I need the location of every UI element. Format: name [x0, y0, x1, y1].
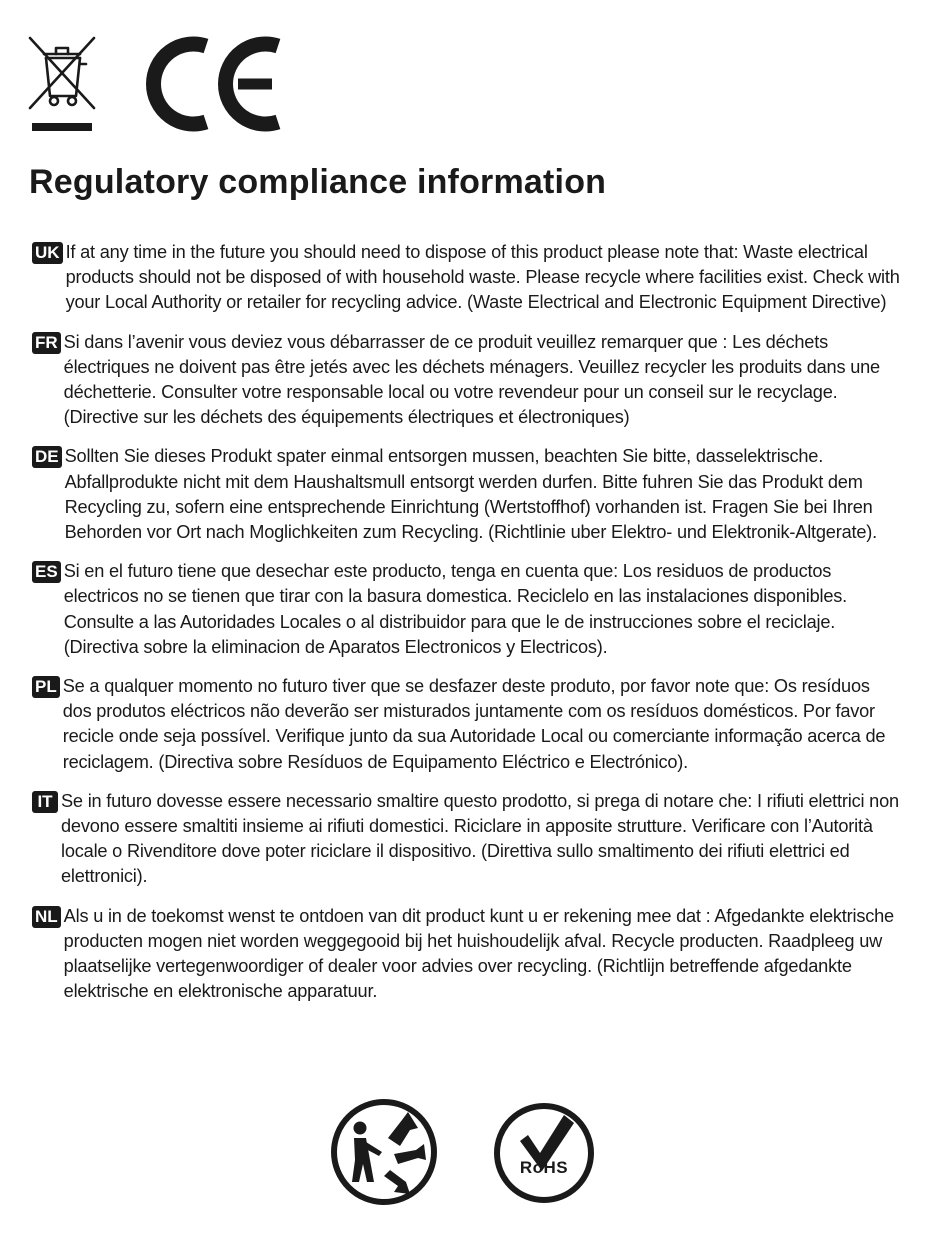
section-text-pl: Se a qualquer momento no futuro tiver que se desfazer deste produto, por favor note que: Os resíduos dos produtos eléctricos não deverão ser misturados juntamente com os resíduos domésticos. Por favor recicle onde seja possível. Verifique junto da sua Autoridade Local ou comerciante informação acerca de reciclagem. (Directiva sobre Resíduos de Equipamento Eléctrico e Electrónico). [62, 676, 886, 772]
footer-icons [330, 1098, 600, 1208]
section-pl [32, 674, 902, 775]
section-nl [32, 904, 902, 1005]
section-es [32, 559, 902, 660]
rohs-label: RoHS [519, 1158, 569, 1177]
language-badge-nl: NL [32, 906, 61, 928]
section-text-de: Sollten Sie dieses Produkt spater einmal entsorgen mussen, beachten Sie bitte, dasselektrische. Abfallprodukte nicht mit dem Haushaltsmull entsorgt werden durfen. Bitte fuhren Sie das Produkt dem Recycling zu, sofern eine entsprechende Einrichtung (Wertstoffhof) vorhanden ist. Fragen Sie bei Ihren Behorden vor Ort nach Moglichkeiten zum Recycling. (Richtlinie uber Elektro- und Elektronik-Altgerate). [64, 446, 877, 543]
compliance-sections [32, 240, 902, 1018]
section-fr [32, 330, 902, 431]
section-text-uk: If at any time in the future you should need to dispose of this product please note that: Waste electrical products should not be disposed of with household waste. Please recycle where facilities exist. Check with your Local Authority or retailer for recycling advice. (Waste Electrical and Electronic Equipment Directive) [65, 242, 900, 313]
language-badge-pl: PL [32, 676, 60, 698]
ce-mark-icon [138, 34, 283, 134]
language-badge-it: IT [32, 791, 58, 813]
section-text-fr: Si dans l’avenir vous deviez vous débarrasser de ce produit veuillez remarquer que : Les déchets électriques ne doivent pas être jetés avec les déchets ménagers. Veuillez recycler les produits dans une déchetterie. Consulter votre responsable local ou votre revendeur pour un conseil sur le recyclage. (Directive sur les déchets des équipements électriques et électroniques) [63, 331, 880, 428]
crossed-out-wheelie-bin-icon [26, 34, 98, 134]
section-text-it: Se in futuro dovesse essere necessario smaltire questo prodotto, si prega di notare che: I rifiuti elettrici non devono essere smaltiti insieme ai rifiuti domestici. Riciclare in apposite strutture. Verificare con l’Autorità locale o Rivenditore dove poter riciclare il dispositivo. (Direttiva sullo smaltimento dei rifiuti elettrici ed elettronici). [61, 790, 899, 887]
triman-recycle-icon [330, 1098, 442, 1206]
language-badge-es: ES [32, 561, 61, 583]
section-de [32, 444, 902, 545]
page-title: Regulatory compliance information [29, 163, 607, 201]
section-it [32, 789, 902, 890]
section-text-nl: Als u in de toekomst wenst te ontdoen van dit product kunt u er rekening mee dat : Afgedankte elektrische producten mogen niet worden weggegooid bij het huishoudelijk afval. Recycle producten. Raadpleeg uw plaatselijke vertegenwoordiger of dealer voor advies over recycling. (Richtlijn betreffende afgedankte elektrische en elektronische apparatuur. [63, 905, 894, 1002]
rohs-label-wrap [492, 1101, 596, 1205]
language-badge-de: DE [32, 446, 62, 468]
section-text-es: Si en el futuro tiene que desechar este producto, tenga en cuenta que: Los residuos de productos electricos no se tienen que tirar con la basura domestica. Reciclelo en las instalaciones disponibles. Consulte a las Autoridades Locales o al distribuidor para que le de instrucciones sobre el reciclaje. (Directiva sobre la eliminacion de Aparatos Electronicos y Electricos). [63, 561, 848, 657]
section-uk [32, 240, 902, 316]
language-badge-uk: UK [32, 242, 63, 264]
language-badge-fr: FR [32, 332, 61, 354]
